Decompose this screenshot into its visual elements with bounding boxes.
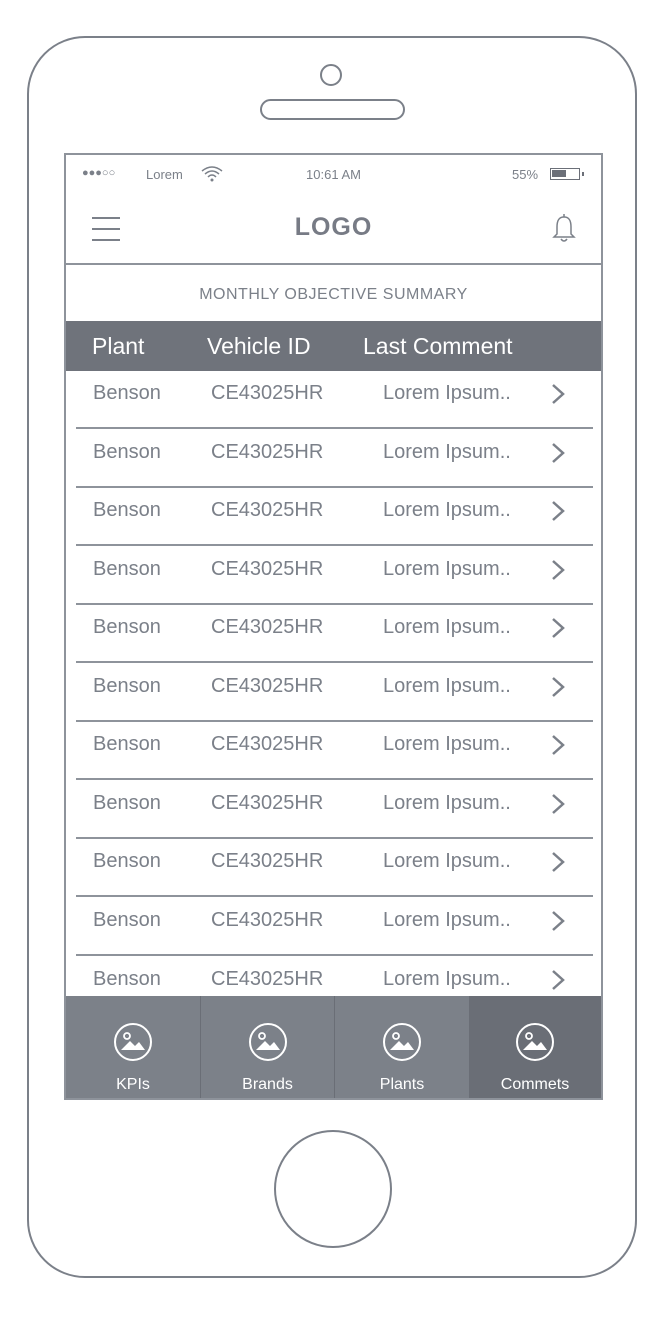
signal-indicator: ●●●○○ (82, 167, 116, 179)
cell-plant: Benson (93, 499, 161, 521)
cell-vehicle-id: CE43025HR (211, 850, 324, 872)
table-row[interactable] (66, 722, 601, 780)
chevron-right-icon[interactable] (550, 617, 566, 639)
chevron-right-icon[interactable] (550, 442, 566, 464)
front-camera (320, 64, 342, 86)
table-row[interactable] (66, 547, 601, 605)
cell-plant: Benson (93, 850, 161, 872)
cell-vehicle-id: CE43025HR (211, 733, 324, 755)
earpiece-speaker (260, 99, 405, 120)
cell-last-comment: Lorem Ipsum.. (383, 382, 511, 404)
cell-vehicle-id: CE43025HR (211, 909, 324, 931)
app-logo: LOGO (294, 213, 373, 241)
page-title: MONTHLY OBJECTIVE SUMMARY (199, 286, 468, 303)
table-header (66, 321, 601, 371)
tab-kpis[interactable] (66, 996, 201, 1098)
cell-plant: Benson (93, 675, 161, 697)
cell-last-comment: Lorem Ipsum.. (383, 499, 511, 521)
app-header (66, 195, 601, 265)
cell-vehicle-id: CE43025HR (211, 441, 324, 463)
tab-label: Brands (242, 1076, 293, 1093)
table-row[interactable] (66, 898, 601, 956)
chevron-right-icon[interactable] (550, 383, 566, 405)
chevron-right-icon[interactable] (550, 910, 566, 932)
cell-vehicle-id: CE43025HR (211, 616, 324, 638)
cell-plant: Benson (93, 616, 161, 638)
cell-last-comment: Lorem Ipsum.. (383, 558, 511, 580)
battery-level-fill (552, 170, 566, 177)
table-row[interactable] (66, 371, 601, 429)
cell-vehicle-id: CE43025HR (211, 382, 324, 404)
cell-vehicle-id: CE43025HR (211, 792, 324, 814)
image-icon (515, 1022, 555, 1062)
cell-plant: Benson (93, 792, 161, 814)
app-screen (64, 153, 603, 1100)
cell-last-comment: Lorem Ipsum.. (383, 616, 511, 638)
bell-icon[interactable] (552, 213, 576, 243)
cell-plant: Benson (93, 968, 161, 990)
battery-icon (550, 168, 580, 180)
carrier-name: Lorem (146, 167, 183, 182)
chevron-right-icon[interactable] (550, 793, 566, 815)
chevron-right-icon[interactable] (550, 969, 566, 991)
cell-plant: Benson (93, 382, 161, 404)
cell-plant: Benson (93, 558, 161, 580)
image-icon (248, 1022, 288, 1062)
home-button[interactable] (274, 1130, 392, 1248)
chevron-right-icon[interactable] (550, 851, 566, 873)
column-header-plant: Plant (92, 333, 145, 359)
column-header-vehicle-id: Vehicle ID (207, 333, 311, 359)
table-row[interactable] (66, 781, 601, 839)
tab-label: Plants (379, 1076, 425, 1093)
image-icon (113, 1022, 153, 1062)
table-row[interactable] (66, 488, 601, 546)
battery-percent: 55% (512, 167, 539, 182)
cell-vehicle-id: CE43025HR (211, 675, 324, 697)
cell-last-comment: Lorem Ipsum.. (383, 733, 511, 755)
cell-last-comment: Lorem Ipsum.. (383, 968, 511, 990)
cell-last-comment: Lorem Ipsum.. (383, 675, 511, 697)
chevron-right-icon[interactable] (550, 734, 566, 756)
cell-last-comment: Lorem Ipsum.. (383, 850, 511, 872)
table-row[interactable] (66, 430, 601, 488)
cell-vehicle-id: CE43025HR (211, 558, 324, 580)
status-bar (66, 155, 601, 195)
tab-plants[interactable] (335, 996, 469, 1098)
chevron-right-icon[interactable] (550, 676, 566, 698)
cell-vehicle-id: CE43025HR (211, 499, 324, 521)
cell-plant: Benson (93, 441, 161, 463)
status-time: 10:61 AM (306, 167, 361, 182)
cell-plant: Benson (93, 909, 161, 931)
table-row[interactable] (66, 664, 601, 722)
tab-label: Commets (500, 1076, 570, 1093)
cell-vehicle-id: CE43025HR (211, 968, 324, 990)
chevron-right-icon[interactable] (550, 559, 566, 581)
cell-last-comment: Lorem Ipsum.. (383, 792, 511, 814)
tab-label: KPIs (116, 1076, 150, 1093)
cell-last-comment: Lorem Ipsum.. (383, 441, 511, 463)
bottom-tab-bar (66, 996, 601, 1098)
table-row[interactable] (66, 605, 601, 663)
cell-last-comment: Lorem Ipsum.. (383, 909, 511, 931)
tab-commets[interactable] (469, 996, 601, 1098)
tab-brands[interactable] (201, 996, 335, 1098)
chevron-right-icon[interactable] (550, 500, 566, 522)
image-icon (382, 1022, 422, 1062)
table-row[interactable] (66, 839, 601, 897)
cell-plant: Benson (93, 733, 161, 755)
column-header-last-comment: Last Comment (363, 333, 513, 359)
